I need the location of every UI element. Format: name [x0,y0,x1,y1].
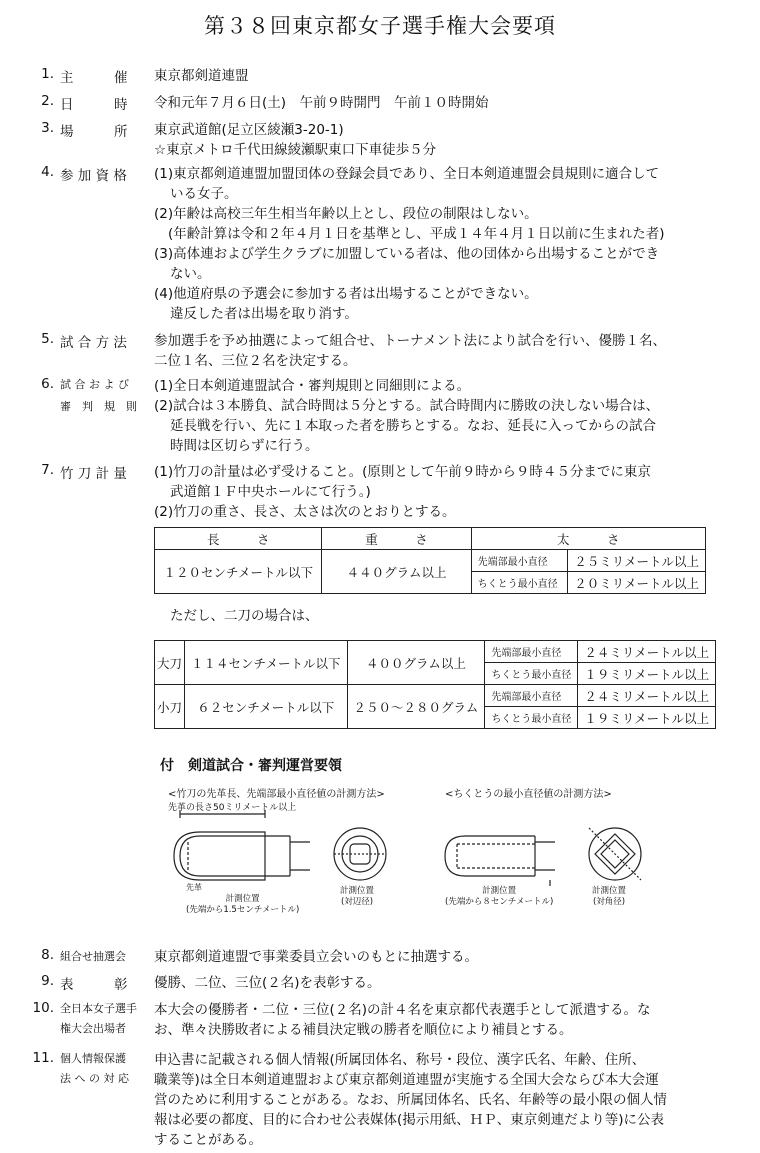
shinai-line: (1)竹刀の計量は必ず受けること。(原則として午前９時から９時４５分までに東京 [154,464,651,480]
item-label: 試 合 お よ び [60,378,129,391]
nito-spec-table [154,640,716,729]
eligibility-line: いる女子。 [170,186,238,202]
item-text: 令和元年７月６日(土) 午前９時開門 午前１０時開始 [154,95,489,111]
figure-label [592,886,626,908]
daito-name-cell: 大刀 [155,641,185,685]
supplement-title: 付 剣道試合・審判運営要領 [160,758,342,774]
table-header: 重 さ [322,528,471,550]
weight-cell: ４００グラム以上 [347,641,485,685]
item-label: 全日本女子選手 [60,1002,137,1015]
figure-caption: <竹刀の先革長、先端部最小直径値の計測方法> [168,789,385,800]
privacy-line: 申込書に記載される個人情報(所属団体名、称号・段位、漢字氏名、年齢、住所、 [154,1052,646,1068]
item-number: 1. [41,66,54,82]
measure-position-label: 計測位置 [592,886,627,896]
chikuto-label-cell: ちくとう最小直径 [471,572,568,594]
item-number: 10. [32,1000,54,1016]
item-label: 日 時 [60,97,128,113]
item-number: 2. [41,93,54,109]
eligibility-line: 違反した者は出場を取り消す。 [170,306,358,322]
tip-value-cell: ２５ミリメートル以上 [568,550,706,572]
item-label: 権大会出場者 [60,1022,126,1035]
method-line: 二位１名、三位２名を決定する。 [154,353,357,369]
tip-label-cell: 先端部最小直径 [471,550,568,572]
item-text: 東京都剣道連盟 [154,68,249,84]
item-label: 主 催 [60,70,128,86]
length-cell: １２０センチメートル以下 [155,550,322,594]
venue-line: ☆東京メトロ千代田線綾瀬駅東口下車徒歩５分 [154,142,437,158]
national-line: 本大会の優勝者・二位・三位(２名)の計４名を東京都代表選手として派遣する。な [154,1002,651,1018]
chikuto-value-cell: １９ミリメートル以上 [578,707,716,729]
item-number: 3. [41,120,54,136]
figure-label [340,886,374,908]
item-label: 参 加 資 格 [60,168,127,184]
length-cell: ６２センチメートル以下 [185,685,348,729]
item-number: 5. [41,331,54,347]
item-number: 6. [41,376,54,392]
measure-position-note: (対辺径) [340,897,374,907]
eligibility-line: ない。 [170,266,211,282]
figure-caption: <ちくとうの最小直径値の計測方法> [445,789,612,800]
item-number: 4. [41,164,54,180]
shinai-spec-table [154,527,706,594]
tip-value-cell: ２４ミリメートル以上 [578,685,716,707]
rules-line: 時間は区切らずに行う。 [170,438,319,454]
item-number: 7. [41,462,54,478]
measure-position-note: (先端から1.5センチメートル) [186,905,300,915]
item-label: 竹 刀 計 量 [60,466,127,482]
chikuto-label-cell: ちくとう最小直径 [485,707,578,729]
chikuto-diagram [435,808,655,888]
privacy-line: することがある。 [154,1132,262,1148]
figure-label [186,894,299,916]
measure-position-label: 計測位置 [482,886,517,896]
chikuto-value-cell: ２０ミリメートル以上 [568,572,706,594]
shinai-line: 武道館１Ｆ中央ホールにて行う。) [170,484,371,500]
national-line: お、準々決勝敗者による補員決定戦の勝者を順位により補員とする。 [154,1022,573,1038]
item-text: 優勝、二位、三位(２名)を表彰する。 [154,975,381,991]
shinai-line: (2)竹刀の重さ、長さ、太さは次のとおりとする。 [154,504,456,520]
item-number: 9. [41,973,54,989]
figure-label [445,886,553,908]
eligibility-line: (1)東京都剣道連盟加盟団体の登録会員であり、全日本剣道連盟会員規則に適合して [154,166,660,182]
weight-cell: ２５０〜２８０グラム [347,685,485,729]
chikuto-value-cell: １９ミリメートル以上 [578,663,716,685]
item-label: 個人情報保護 [60,1052,126,1065]
privacy-line: 職業等)は全日本剣道連盟および東京都剣道連盟が実施する全国大会ならび本大会運 [154,1072,659,1088]
figure-side-label: 先革 [186,883,202,892]
shinai-tip-diagram [160,808,410,888]
table-header: 太 さ [471,528,705,550]
measure-position-note: (対角径) [592,897,626,907]
item-number: 11. [32,1050,54,1066]
measure-position-label: 計測位置 [225,894,260,904]
item-label: 組合せ抽選会 [60,950,126,963]
length-cell: １１４センチメートル以下 [185,641,348,685]
privacy-line: 営のために利用することがある。なお、所属団体名、氏名、年齢等の最小限の個人情 [154,1092,667,1108]
rules-line: 延長戦を行い、先に１本取った者を勝ちとする。なお、延長に入ってからの試合 [170,418,656,434]
chikuto-label-cell: ちくとう最小直径 [485,663,578,685]
nito-note: ただし、二刀の場合は、 [170,608,319,624]
table-header: 長 さ [155,528,322,550]
eligibility-line: (2)年齢は高校三年生相当年齢以上とし、段位の制限はしない。 [154,206,538,222]
measure-position-label: 計測位置 [340,886,375,896]
figure-note: 先革の長さ50ミリメートル以上 [168,803,297,813]
weight-cell: ４４０グラム以上 [322,550,471,594]
measure-position-note: (先端から８センチメートル) [445,897,554,907]
tip-label-cell: 先端部最小直径 [485,685,578,707]
page-title: 第３８回東京都女子選手権大会要項 [204,14,556,38]
rules-line: (1)全日本剣道連盟試合・審判規則と同細則による。 [154,378,471,394]
method-line: 参加選手を予め抽選によって組合せ、トーナメント法により試合を行い、優勝１名、 [154,333,667,349]
item-text: 東京都剣道連盟で事業委員立会いのもとに抽選する。 [154,949,478,965]
rules-line: (2)試合は３本勝負、試合時間は５分とする。試合時間内に勝敗の決しない場合は、 [154,398,660,414]
item-label: 試 合 方 法 [60,335,127,351]
eligibility-line: (4)他道府県の予選会に参加する者は出場することができない。 [154,286,538,302]
item-label: 審 判 規 則 [60,400,137,413]
tip-value-cell: ２４ミリメートル以上 [578,641,716,663]
tip-label-cell: 先端部最小直径 [485,641,578,663]
venue-line: 東京武道館(足立区綾瀬3-20-1) [154,122,344,138]
privacy-line: 報は必要の都度、目的に合わせ公表媒体(掲示用紙、ＨＰ、東京剣連だより等)に公表 [154,1112,665,1128]
eligibility-line: (年齢計算は令和２年４月１日を基準とし、平成１４年４月１日以前に生まれた者) [168,226,665,242]
item-number: 8. [41,947,54,963]
item-label: 表 彰 [60,977,128,993]
shoto-name-cell: 小刀 [155,685,185,729]
item-label: 法 へ の 対 応 [60,1072,129,1085]
eligibility-line: (3)高体連および学生クラブに加盟している者は、他の団体から出場することができ [154,246,660,262]
item-label: 場 所 [60,124,128,140]
